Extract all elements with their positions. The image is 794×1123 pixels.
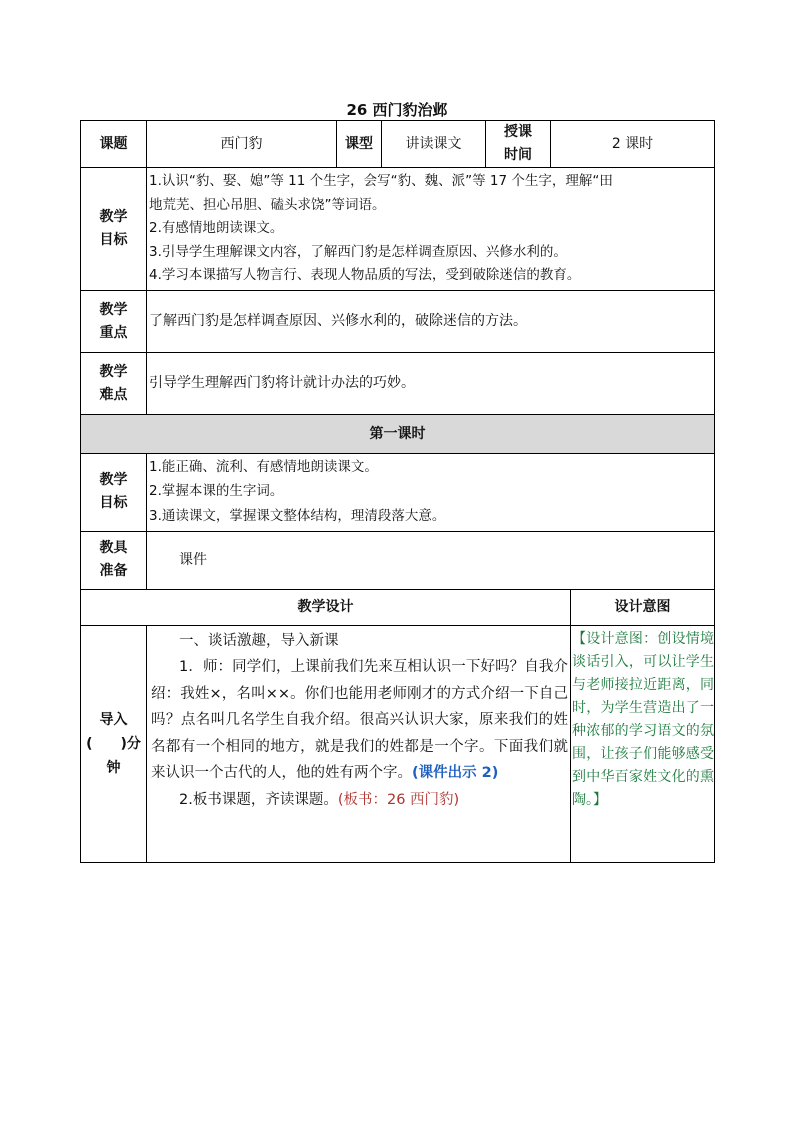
intro-para1-text: 1．师：同学们，上课前我们先来互相认识一下好吗？自我介绍：我姓×，名叫××。你们也能用老师刚才的方式介绍一下自己吗？点名叫几名学生自我介绍。很高兴认识大家，原来我们的姓名都有一个相同的地方，就是我们的姓都是一个字。下面我们就来认识一个古代的人，他的姓有两个字。 — [151, 659, 568, 781]
goals-item: 2.有感情地朗读课文。 — [149, 220, 284, 236]
intro-para1-note: (课件出示 2) — [412, 765, 499, 781]
first-goals-label-line1: 教学 — [99, 472, 128, 489]
difficulty-label-line1: 教学 — [99, 363, 128, 380]
topic-label: 课题 — [81, 121, 147, 168]
goals-label-line1: 教学 — [99, 209, 128, 225]
intro-label-line2: ( )分 — [86, 735, 141, 752]
intro-label-line3: 钟 — [106, 759, 121, 776]
type-value: 讲读课文 — [382, 121, 486, 168]
design-header-left: 教学设计 — [81, 589, 571, 625]
focus-label — [81, 291, 147, 353]
tools-row — [81, 531, 715, 589]
topic-value: 西门豹 — [147, 121, 337, 168]
focus-label-line2: 重点 — [99, 324, 128, 341]
intro-para1 — [151, 654, 568, 787]
intro-para2-note: (板书：26 西门豹) — [337, 791, 460, 808]
goals-list — [147, 168, 715, 291]
first-goals-item: 3.通读课文，掌握课文整体结构，理清段落大意。 — [149, 508, 446, 524]
intro-label — [81, 625, 147, 862]
design-header-row — [81, 589, 715, 625]
document-title: 26 西门豹治邺 — [346, 101, 448, 119]
section-row — [81, 415, 715, 454]
section-first-title: 第一课时 — [81, 415, 715, 454]
focus-label-line1: 教学 — [99, 301, 128, 318]
goals-item: 3.引导学生理解课文内容，了解西门豹是怎样调查原因、兴修水利的。 — [149, 243, 567, 260]
intro-para2-text: 2.板书课题，齐读课题。 — [179, 791, 338, 808]
difficulty-text: 引导学生理解西门豹将计就计办法的巧妙。 — [147, 353, 715, 415]
time-label-line2: 时间 — [504, 147, 532, 163]
tools-text: 课件 — [147, 531, 715, 589]
tools-label — [81, 531, 147, 589]
lesson-plan-table — [80, 120, 715, 863]
first-goals-list — [147, 454, 715, 532]
focus-row — [81, 291, 715, 353]
difficulty-label-line2: 难点 — [99, 386, 128, 403]
first-goals-label-line2: 目标 — [99, 495, 128, 512]
tools-label-line2: 准备 — [99, 563, 128, 579]
difficulty-row — [81, 353, 715, 415]
intro-content — [147, 625, 571, 862]
intro-label-line1: 导入 — [99, 711, 128, 728]
time-value: 2 课时 — [551, 121, 715, 168]
time-label — [486, 121, 551, 168]
goals-item: 地荒芜、担心吊胆、磕头求饶”等词语。 — [149, 196, 386, 213]
first-goals-item: 2.掌握本课的生字词。 — [149, 482, 284, 499]
intro-intent: 【设计意图：创设情境谈话引入，可以让学生与老师接拉近距离，同时，为学生营造出了一种浓郁的学习语文的氛围，让孩子们能够感受到中华百家姓文化的熏陶。】 — [571, 625, 715, 862]
header-row — [81, 121, 715, 168]
goals-label-line2: 目标 — [99, 232, 128, 248]
first-goals-row — [81, 454, 715, 532]
type-label: 课型 — [337, 121, 382, 168]
first-goals-label — [81, 454, 147, 532]
intro-heading: 一、谈话激趣，导入新课 — [179, 632, 339, 649]
goals-item: 1.认识“豹、娶、媳”等 11 个生字，会写“豹、魏、派”等 17 个生字，理解“田 — [149, 173, 613, 189]
time-label-line1: 授课 — [504, 124, 532, 140]
tools-label-line1: 教具 — [99, 540, 128, 556]
intro-para2 — [151, 787, 568, 814]
goals-label — [81, 168, 147, 291]
focus-text: 了解西门豹是怎样调查原因、兴修水利的，破除迷信的方法。 — [147, 291, 715, 353]
design-header-right: 设计意图 — [571, 589, 715, 625]
intro-row — [81, 625, 715, 862]
first-goals-item: 1.能正确、流利、有感情地朗读课文。 — [149, 459, 378, 475]
goals-item: 4.学习本课描写人物言行、表现人物品质的写法，受到破除迷信的教育。 — [149, 267, 581, 283]
difficulty-label — [81, 353, 147, 415]
goals-row — [81, 168, 715, 291]
